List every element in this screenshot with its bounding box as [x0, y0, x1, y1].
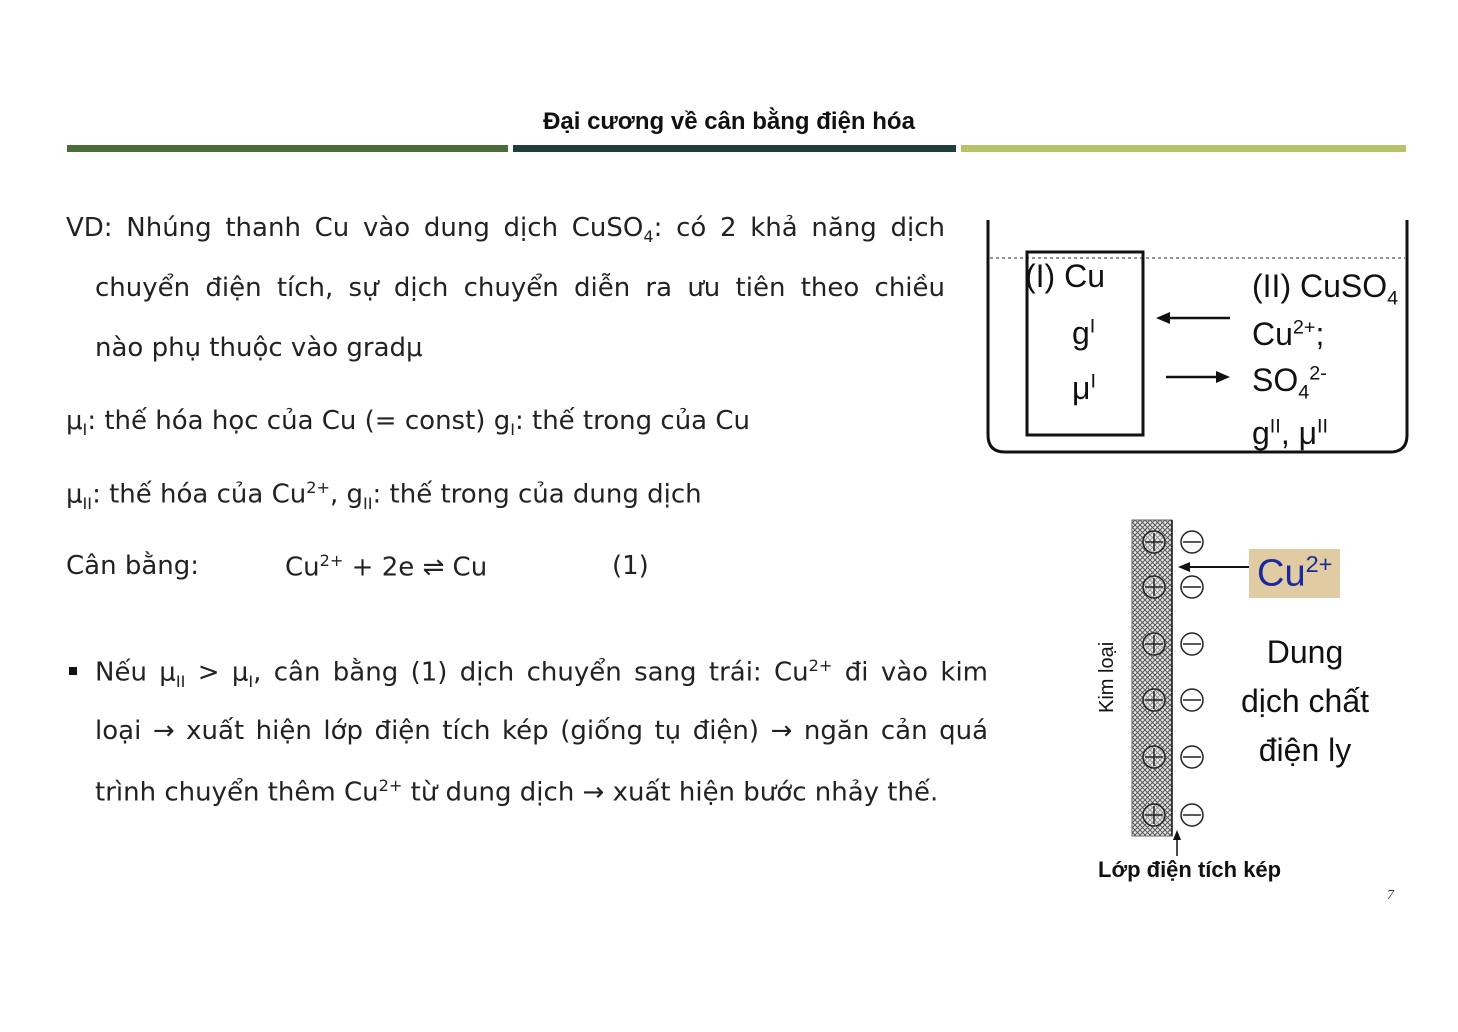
metal-label: Kim loại: [1096, 641, 1118, 713]
so4-ion-label: $SO_4^{2-}$: [1252, 362, 1327, 404]
positive-charge-icon: [1143, 804, 1165, 826]
bullet-line-2: loại → xuất hiện lớp điện tích kép (giống tụ điện) → ngăn cản quá: [95, 716, 988, 746]
beaker-outline: [988, 220, 1407, 452]
negative-charge-icon: [1181, 531, 1203, 553]
title-bar-right: [961, 145, 1406, 152]
negative-charge-icon: [1181, 804, 1203, 826]
example-line-1: VD: Nhúng thanh Cu vào dung dịch CuSO$_4$: có 2 khả năng dịch: [66, 213, 945, 247]
solution-label-line-3: điện ly: [1258, 732, 1352, 768]
bullet-line-1: Nếu $\mu_{II} > \mu_I$, cân bằng (1) dịch chuyển sang trái: $Cu^{2+}$ đi vào kim: [95, 656, 989, 691]
positive-charge-icon: [1143, 531, 1165, 553]
mu-II-definition: $\mu_{II}$: thế hóa của $Cu^{2+}$, $g_{II}$: thế trong của dung dịch: [66, 478, 702, 513]
solution-label: [1223, 628, 1387, 775]
g-I-label: $g^I$: [1072, 315, 1096, 351]
bullet-line-3: trình chuyển thêm $Cu^{2+}$ từ dung dịch → xuất hiện bước nhảy thế.: [95, 776, 939, 808]
example-line-3: nào phụ thuộc vào gradμ: [95, 333, 423, 363]
equation-number: (1): [612, 551, 649, 581]
mu-I-definition: $\mu_I$: thế hóa học của Cu (= const) $g_I$: thế trong của Cu: [66, 406, 750, 440]
positive-charges: [1143, 531, 1165, 826]
positive-charge-icon: [1143, 633, 1165, 655]
g-mu-II-label: $g^{II}$, $\mu^{II}$: [1252, 415, 1329, 451]
page-number: 7: [1387, 888, 1394, 903]
solution-label-line-1: Dung: [1266, 634, 1344, 670]
negative-charge-icon: [1181, 746, 1203, 768]
arrow-left-icon: [1156, 312, 1230, 324]
metal-electrode: [1132, 520, 1172, 836]
solution-label-line-2: dịch chất: [1240, 683, 1370, 719]
positive-charge-icon: [1143, 746, 1165, 768]
title-bar-middle: [513, 145, 956, 152]
negative-charge-icon: [1181, 633, 1203, 655]
phase-II-label: (II) CuSO$_4$: [1252, 268, 1399, 310]
mu-I-label: $\mu^I$: [1072, 370, 1096, 406]
equilibrium-equation: $Cu^{2+} + 2e$ ⇌ Cu: [285, 551, 488, 583]
arrow-right-icon: [1166, 371, 1230, 383]
title-bar-left: [67, 145, 508, 152]
layer-pointer-arrow-icon: [1173, 830, 1181, 856]
cu-ion-arrow-icon: [1178, 562, 1250, 572]
positive-charge-icon: [1143, 576, 1165, 598]
double-layer-label: Lớp điện tích kép: [1098, 857, 1282, 882]
bullet-marker: [69, 667, 77, 675]
example-line-2: chuyển điện tích, sự dịch chuyển diễn ra ưu tiên theo chiều: [95, 273, 945, 303]
slide-title: Đại cương về cân bằng điện hóa: [543, 108, 915, 135]
negative-charge-icon: [1181, 689, 1203, 711]
positive-charge-icon: [1143, 689, 1165, 711]
phase-I-label: (I) Cu: [1025, 258, 1105, 294]
equilibrium-label: Cân bằng:: [66, 551, 200, 581]
negative-charge-icon: [1181, 576, 1203, 598]
negative-charges: [1181, 531, 1203, 826]
cu-ion-label: $Cu^{2+}$;: [1252, 316, 1325, 352]
cu-ion-box: $Cu^{2+}$: [1249, 549, 1340, 598]
